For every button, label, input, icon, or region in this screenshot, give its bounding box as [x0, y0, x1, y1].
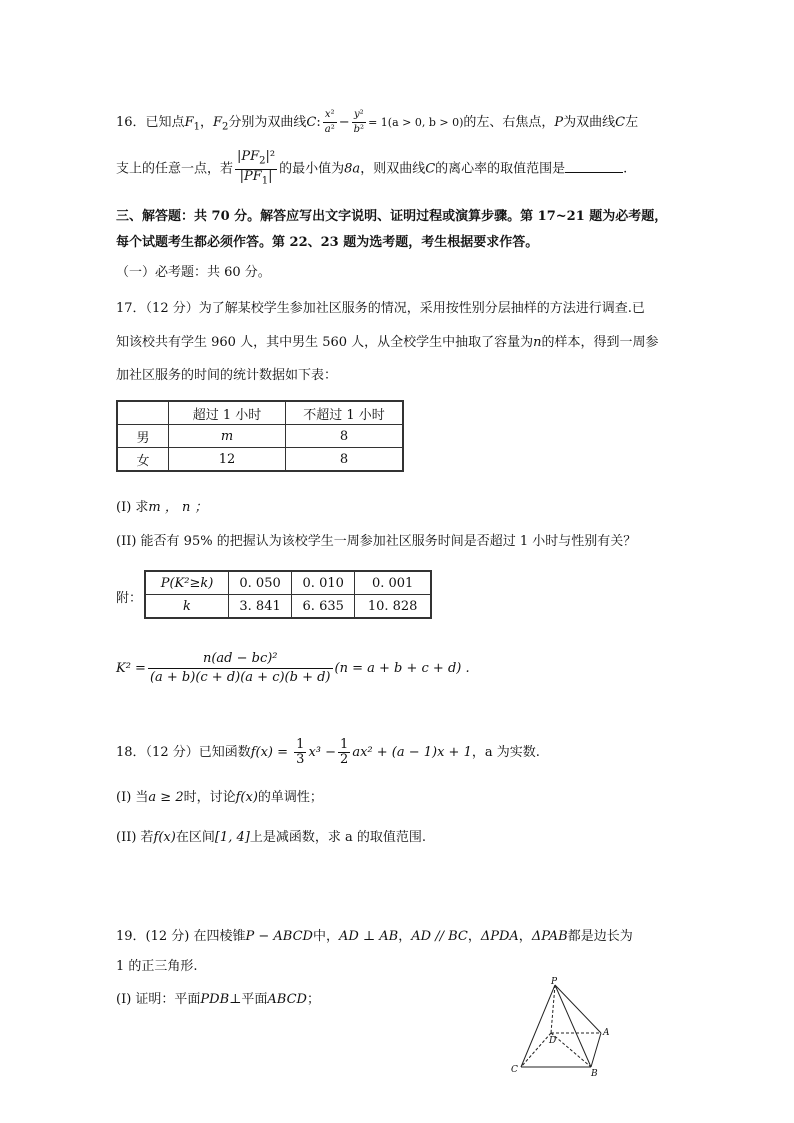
q16-frac-den: |PF: [239, 168, 262, 184]
formula-right: (n = a + b + c + d) .: [334, 661, 470, 676]
q19-sep3: ，: [518, 929, 532, 944]
q16-text-f: 支上的任意一点，若: [116, 161, 234, 177]
table-cell: P(K²≥k): [145, 571, 229, 595]
q17-line3: 加社区服务的时间的统计数据如下表：: [116, 368, 338, 383]
formula-left: K² =: [116, 661, 146, 676]
edge-PB: [555, 985, 591, 1067]
q18-part1-f: f(x): [235, 790, 258, 805]
label-C: C: [511, 1065, 518, 1075]
table-cell: 6. 635: [292, 595, 355, 619]
q19-plane2: ABCD: [267, 992, 307, 1007]
table-row: [117, 401, 403, 425]
q19-cond4: ΔPAB: [531, 929, 568, 944]
q19-part1-end: ；: [306, 992, 320, 1007]
table-cell: k: [145, 595, 229, 619]
q18-part1: [116, 786, 323, 805]
q16-text-b: 分别为双曲线: [228, 115, 307, 130]
q16-text-i: 的离心率的取值范围是: [435, 161, 566, 177]
q19-text-b: 中，: [312, 929, 339, 944]
table-cell: 3. 841: [229, 595, 292, 619]
edge-PA: [555, 985, 601, 1033]
q16-curve-C: C: [306, 115, 317, 130]
table-header: 不超过 1 小时: [286, 401, 404, 425]
table-row: [117, 425, 403, 448]
q16-frac-pf: $\frac{|PF_2|^2}{|PF_1|}$: [237, 149, 276, 187]
formula-frac: [148, 650, 333, 687]
q16-F2: F: [212, 115, 223, 130]
q16-text-c: 的左、右焦点，: [463, 115, 555, 130]
survey-table: [116, 400, 404, 472]
label-B: B: [591, 1069, 598, 1079]
table-cell: 12: [169, 448, 286, 472]
q19-cond1: AD ⊥ AB: [338, 929, 399, 944]
q16-frac-num: |PF: [237, 149, 260, 164]
formula-den: (a + b)(c + d)(a + c)(b + d): [149, 670, 331, 685]
table-cell: 8: [286, 425, 404, 448]
q18-frac2-num: 1: [340, 737, 349, 752]
pyramid-figure: [505, 975, 615, 1080]
q18-frac1-den: 3: [296, 752, 305, 767]
q16-comma: ，: [199, 115, 213, 130]
q16-line2: [116, 150, 627, 188]
q17-line2: [116, 331, 659, 350]
q18-func: f(x) =: [250, 745, 293, 760]
q18-part1-a: (I) 当: [116, 790, 149, 805]
q18-part2-f: f(x): [153, 830, 176, 845]
q18-frac1-num: 1: [296, 737, 305, 752]
table-cell: m: [169, 425, 286, 448]
q16-F2-sub: 2: [222, 121, 229, 133]
q18-part2-c: 上是减函数，求 a 的取值范围.: [249, 830, 426, 845]
sec3-line3: （一）必考题：共 60 分。: [116, 265, 271, 280]
q19-perp: ⊥平面: [229, 992, 268, 1007]
q18-part2: [116, 826, 426, 845]
q16-P: P: [554, 115, 564, 130]
q17-n: n: [533, 335, 542, 350]
q18-part2-interval: [1, 4]: [214, 830, 250, 845]
q19-text-a: 19．(12 分) 在四棱锥: [116, 929, 246, 944]
q19-text-c: 都是边长为: [567, 929, 633, 944]
q16-text-d: 为双曲线: [563, 115, 616, 130]
q18-term1: x³ −: [308, 745, 337, 760]
q17-text-b: 的样本，得到一周参: [541, 335, 659, 350]
q18-part1-cond: a ≥ 2: [148, 790, 184, 805]
q18-frac1: [294, 738, 306, 767]
answer-blank: [565, 160, 623, 173]
q18-text-a: 18．（12 分）已知函数: [116, 745, 251, 760]
q19-sep2: ，: [467, 929, 481, 944]
edge-DC: [521, 1033, 551, 1067]
q16-number: 16．: [116, 115, 146, 130]
table-row: [145, 595, 431, 619]
q16-end: .: [623, 161, 628, 177]
q16-line1: 16．已知点$F_1$，$F_2$分别为双曲线C: $\frac{\text{x²}}{\text{a²}}$ − $\frac{\text{y²}}{\text{b²}}$ = 1(a > 0, b > 0)的左、右焦点，P为双曲线C左: [116, 109, 639, 135]
q16-frac-x: $\frac{\text{x²}}{\text{a²}}$: [324, 109, 335, 135]
q16-value: 8a: [344, 161, 361, 177]
q18-part1-c: 的单调性；: [257, 790, 323, 805]
q16-C2: C: [615, 115, 626, 130]
q17-line1: 17．（12 分）为了解某校学生参加社区服务的情况，采用按性别分层抽样的方法进行调查.已: [116, 301, 645, 316]
q18-frac2: [338, 738, 350, 767]
table-cell: 8: [286, 448, 404, 472]
q17-part1: [116, 496, 208, 515]
sec3-line2: 每个试题考生都必须作答。第 22、23 题为选考题，考生根据要求作答。: [116, 235, 539, 250]
q19-line1: [116, 925, 633, 944]
q17-part1-label: (I) 求: [116, 500, 149, 515]
q18-part1-b: 时，讨论: [183, 790, 236, 805]
q16-text-e: 左: [625, 115, 639, 130]
q16-F1-sub: 1: [193, 121, 200, 133]
table-cell: 0. 050: [229, 571, 292, 595]
formula-num: n(ad − bc)²: [148, 650, 333, 669]
table-cell: 男: [117, 425, 169, 448]
q18-part2-b: 在区间: [175, 830, 215, 845]
table-header: 超过 1 小时: [169, 401, 286, 425]
table-cell: 0. 001: [355, 571, 431, 595]
q16-text-h: ，则双曲线: [360, 161, 426, 177]
q16-condition: = 1(a > 0, b > 0): [368, 116, 464, 129]
q16-F1: F: [184, 115, 194, 130]
q18-part2-a: (II) 若: [116, 830, 154, 845]
table-cell: 0. 010: [292, 571, 355, 595]
q18-frac2-den: 2: [340, 752, 349, 767]
label-A: A: [603, 1028, 610, 1038]
q19-line2: 1 的正三角形.: [116, 959, 198, 974]
table-row: [117, 448, 403, 472]
edge-DB: [551, 1033, 591, 1067]
sec3-line1: 三、解答题：共 70 分。解答应写出文字说明、证明过程或演算步骤。第 17~21 题为必考题，: [116, 209, 668, 224]
q16-text-g: 的最小值为: [279, 161, 345, 177]
q19-part1-a: (I) 证明：平面: [116, 992, 201, 1007]
q17-part2: (II) 能否有 95% 的把握认为该校学生一周参加社区服务时间是否超过 1 小时与性别有关？: [116, 534, 637, 549]
q19-part1: [116, 988, 320, 1007]
q18-text-b: ，a 为实数.: [471, 745, 540, 760]
edge-PC: [521, 985, 555, 1067]
table-cell: 10. 828: [355, 595, 431, 619]
q16-frac-y: $\frac{\text{y²}}{\text{b²}}$: [353, 109, 365, 135]
q17-text-a: 知该校共有学生 960 人，其中男生 560 人，从全校学生中抽取了容量为: [116, 335, 534, 350]
q16-text-a: 已知点: [145, 115, 185, 130]
table-cell: [117, 401, 169, 425]
q18-term2: ax² + (a − 1)x + 1: [352, 745, 472, 760]
q16-C3: C: [425, 161, 436, 177]
q16-colon: :: [316, 115, 321, 130]
q19-plane1: PDB: [200, 992, 230, 1007]
edge-BA: [591, 1033, 601, 1067]
q19-pyramid: P − ABCD: [245, 929, 313, 944]
label-D: D: [549, 1036, 557, 1046]
q17-part1-vars: m ， n ；: [148, 500, 208, 515]
table-row: [145, 571, 431, 595]
label-P: P: [551, 977, 558, 987]
appendix-label: 附：: [116, 591, 143, 606]
k-table: [144, 570, 432, 619]
k2-formula: [116, 650, 470, 687]
q19-cond3: ΔPDA: [480, 929, 519, 944]
table-cell: 女: [117, 448, 169, 472]
q19-sep1: ，: [398, 929, 412, 944]
q19-cond2: AD // BC: [411, 929, 468, 944]
q18-line1: [116, 738, 540, 767]
